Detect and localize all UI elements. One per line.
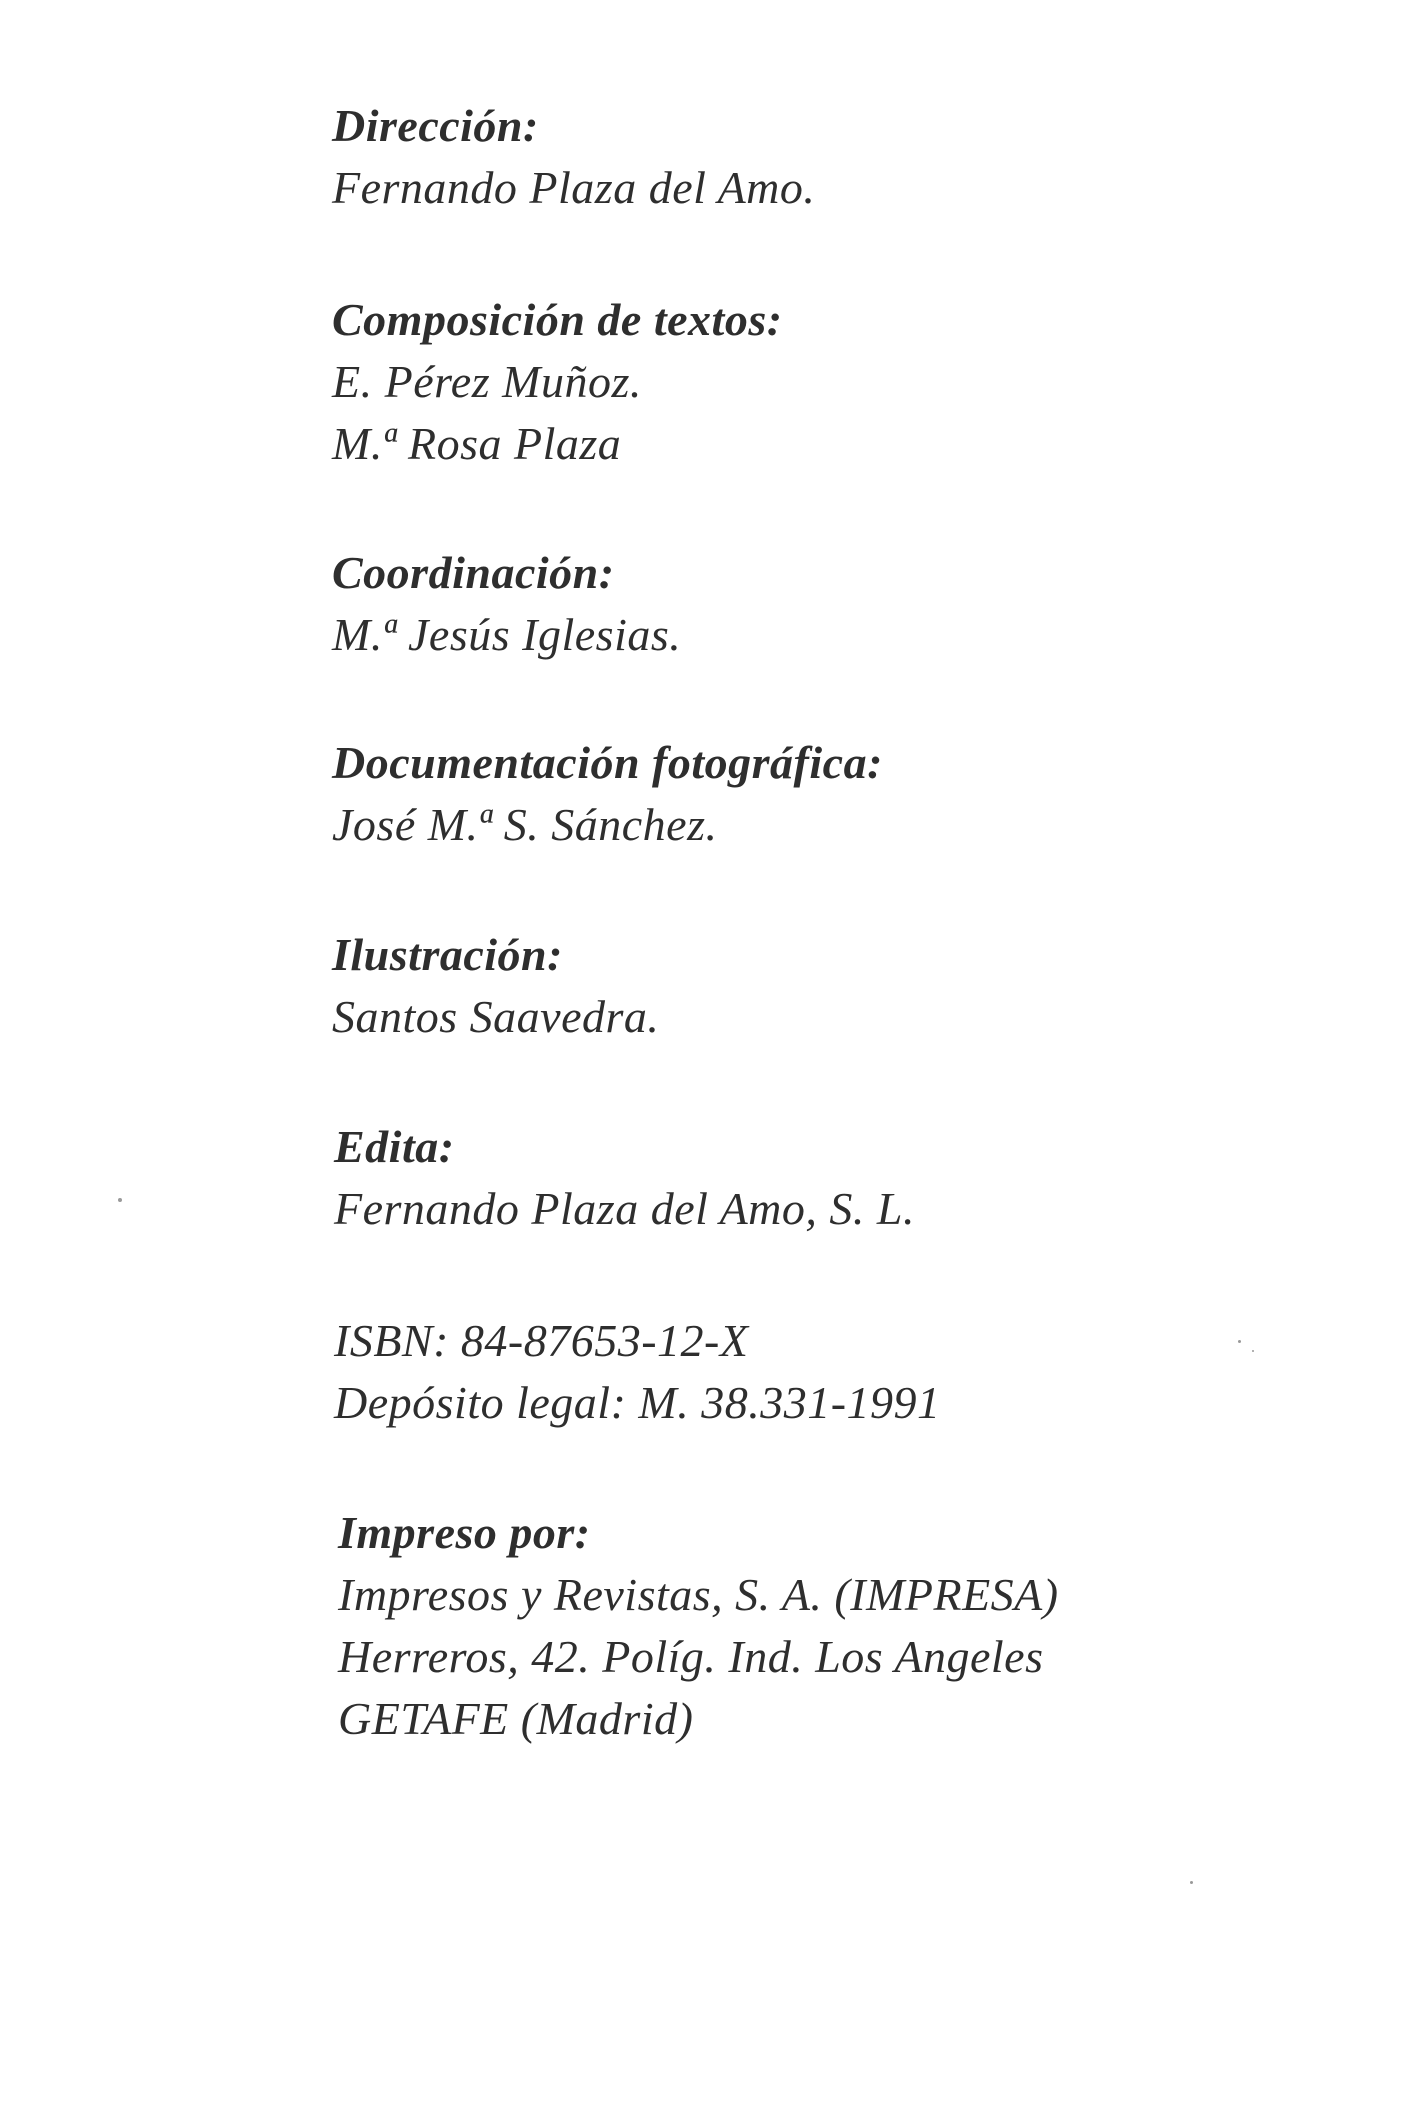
composicion-name-1: E. Pérez Muñoz.	[332, 356, 642, 407]
ilustracion-heading: Ilustración:	[332, 929, 563, 980]
edita-heading: Edita:	[334, 1121, 455, 1172]
section-direccion	[332, 95, 1332, 219]
coordinacion-name: M.ª Jesús Iglesias.	[332, 609, 682, 660]
scan-speck	[1252, 1350, 1254, 1352]
scan-speck	[118, 1198, 122, 1202]
isbn-line: ISBN: 84-87653-12-X	[334, 1315, 749, 1366]
section-impreso	[338, 1502, 1332, 1750]
documentacion-heading: Documentación fotográfica:	[332, 737, 883, 788]
section-ilustracion	[332, 924, 1332, 1048]
composicion-name-2: M.ª Rosa Plaza	[332, 418, 622, 469]
section-composicion	[332, 289, 1332, 475]
impreso-city: GETAFE (Madrid)	[338, 1693, 694, 1744]
scan-speck	[1190, 1881, 1193, 1884]
section-edita	[334, 1116, 1332, 1240]
coordinacion-heading: Coordinación:	[332, 547, 615, 598]
credits-block	[332, 95, 1332, 1750]
scan-speck	[1238, 1340, 1241, 1343]
documentacion-name: José M.ª S. Sánchez.	[332, 799, 718, 850]
ilustracion-name: Santos Saavedra.	[332, 991, 660, 1042]
direccion-heading: Dirección:	[332, 100, 539, 151]
impreso-heading: Impreso por:	[338, 1507, 591, 1558]
impreso-printer: Impresos y Revistas, S. A. (IMPRESA)	[338, 1569, 1059, 1620]
section-coordinacion	[332, 542, 1332, 666]
deposito-legal-line: Depósito legal: M. 38.331-1991	[334, 1377, 941, 1428]
section-documentacion	[332, 732, 1332, 856]
composicion-heading: Composición de textos:	[332, 294, 783, 345]
impreso-address: Herreros, 42. Políg. Ind. Los Angeles	[338, 1631, 1044, 1682]
section-legal	[334, 1310, 1332, 1434]
direccion-name: Fernando Plaza del Amo.	[332, 162, 816, 213]
edita-publisher: Fernando Plaza del Amo, S. L.	[334, 1183, 915, 1234]
